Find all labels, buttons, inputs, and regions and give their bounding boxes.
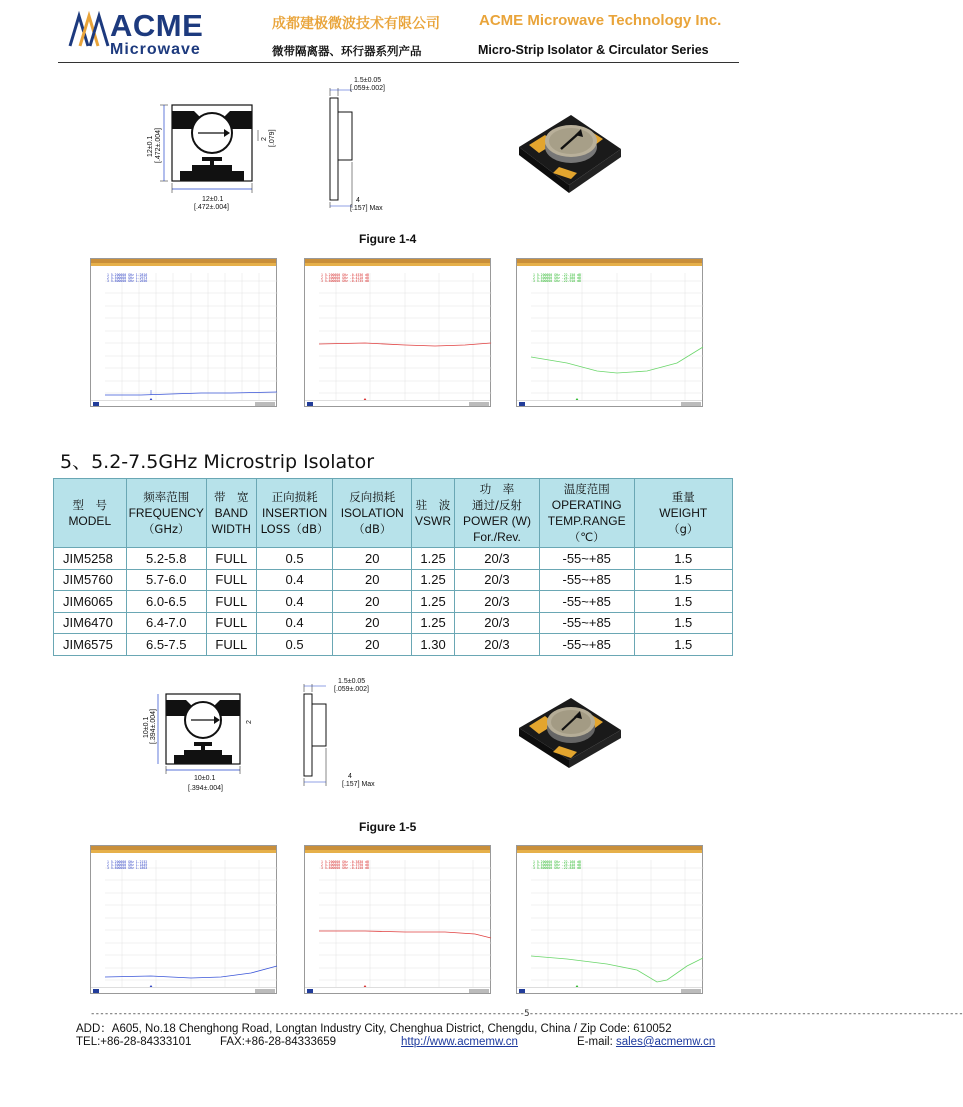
series-name-en: Micro-Strip Isolator & Circulator Series xyxy=(478,43,709,57)
brand-name: ACME xyxy=(110,8,204,43)
cell-bandwidth: FULL xyxy=(206,634,256,656)
cell-bandwidth: FULL xyxy=(206,591,256,613)
fig15-height-dim-in: [.394±.004] xyxy=(150,709,157,744)
cell-temp-range: -55~+85 xyxy=(539,548,634,570)
svg-text:3 5.800000 GHz -0.4735 dB: 3 5.800000 GHz -0.4735 dB xyxy=(321,279,369,283)
cell-temp-range: -55~+85 xyxy=(539,591,634,613)
fig14-width-dim: 12±0.1 xyxy=(202,196,224,203)
cell-isolation: 20 xyxy=(333,612,412,634)
header-bandwidth: 带 宽 BAND WIDTH xyxy=(206,479,256,548)
svg-text:2 5.500000 GHz 1.2973: 2 5.500000 GHz 1.2973 xyxy=(107,276,148,280)
page-number: 5 xyxy=(524,1009,529,1019)
svg-text:1 5.200000 GHz 1.2816: 1 5.200000 GHz 1.2816 xyxy=(107,273,148,277)
cell-temp-range: -55~+85 xyxy=(539,634,634,656)
svg-text:2 5.500000 GHz -24.580 dB: 2 5.500000 GHz -24.580 dB xyxy=(533,276,581,280)
footer-tel: TEL:+86-28-84333101 xyxy=(76,1036,192,1048)
cell-model: JIM6575 xyxy=(54,634,127,656)
cell-vswr: 1.25 xyxy=(412,591,455,613)
cell-insertion-loss: 0.4 xyxy=(256,569,333,591)
cell-isolation: 20 xyxy=(333,591,412,613)
footer-fax: FAX:+86-28-84333659 xyxy=(220,1036,337,1048)
header-isolation: 反向损耗 ISOLATION （dB） xyxy=(333,479,412,548)
header-model: 型 号 MODEL xyxy=(54,479,127,548)
header-vswr: 驻 波 VSWR xyxy=(412,479,455,548)
cell-isolation: 20 xyxy=(333,569,412,591)
footer-website-link[interactable]: http://www.acmemw.cn xyxy=(401,1036,518,1048)
cell-power: 20/3 xyxy=(455,548,540,570)
cell-frequency: 5.2-5.8 xyxy=(126,548,206,570)
svg-text:3 5.800000 GHz -22.830 dB: 3 5.800000 GHz -22.830 dB xyxy=(533,866,581,870)
cell-frequency: 6.4-7.0 xyxy=(126,612,206,634)
table-row xyxy=(54,548,733,570)
fig15-insertion-plot xyxy=(304,845,491,994)
cell-power: 20/3 xyxy=(455,569,540,591)
svg-text:3 5.800000 GHz 1.2656: 3 5.800000 GHz 1.2656 xyxy=(107,279,148,283)
cell-weight: 1.5 xyxy=(634,548,733,570)
svg-text:2 5.500000 GHz 1.1849: 2 5.500000 GHz 1.1849 xyxy=(107,863,148,867)
cell-bandwidth: FULL xyxy=(206,569,256,591)
fig15-vswr-plot xyxy=(90,845,277,994)
fig14-side-view-drawing xyxy=(320,74,410,216)
series-name-cn: 微带隔离器、环行器系列产品 xyxy=(272,44,422,58)
fig15-side-view-drawing xyxy=(296,674,386,792)
table-header-row xyxy=(54,479,733,548)
fig14-height-dim: 12±0.1 xyxy=(147,135,154,157)
spec-table xyxy=(53,478,733,656)
header-power: 功 率 通过/反射 POWER (W) For./Rev. xyxy=(455,479,540,548)
fig15-height-dim: 10±0.1 xyxy=(143,716,150,738)
fig14-isolation-plot xyxy=(516,258,703,407)
svg-text:1 5.200000 GHz -0.3830 dB: 1 5.200000 GHz -0.3830 dB xyxy=(321,860,369,864)
svg-text:3 5.800000 GHz 1.1863: 3 5.800000 GHz 1.1863 xyxy=(107,866,148,870)
footer-divider: ----------------------------------------------------------------------------------------------5---------------------------------------------------------------------------------------------- xyxy=(90,1009,963,1019)
header-divider xyxy=(58,62,739,63)
table-row xyxy=(54,569,733,591)
fig14-vswr-plot xyxy=(90,258,277,407)
svg-text:2 5.500000 GHz -0.3790 dB: 2 5.500000 GHz -0.3790 dB xyxy=(321,863,369,867)
header-frequency: 频率范围 FREQUENCY （GHz） xyxy=(126,479,206,548)
fig14-top-view-drawing xyxy=(140,97,280,217)
cell-vswr: 1.25 xyxy=(412,548,455,570)
company-logo xyxy=(66,6,216,58)
fig14-mid-dim: 2 xyxy=(261,137,268,141)
cell-power: 20/3 xyxy=(455,634,540,656)
fig15-isolation-plot xyxy=(516,845,703,994)
fig14-insertion-plot xyxy=(304,258,491,407)
fig14-width-dim-in: [.472±.004] xyxy=(194,204,229,211)
figure-1-4-caption: Figure 1-4 xyxy=(359,232,417,246)
cell-temp-range: -55~+85 xyxy=(539,569,634,591)
header-insertion-loss: 正向损耗 INSERTION LOSS（dB） xyxy=(256,479,333,548)
cell-model: JIM6470 xyxy=(54,612,127,634)
cell-weight: 1.5 xyxy=(634,612,733,634)
company-name-en: ACME Microwave Technology Inc. xyxy=(479,12,722,29)
cell-isolation: 20 xyxy=(333,634,412,656)
table-row xyxy=(54,634,733,656)
fig15-max-dim-in: [.157] Max xyxy=(342,781,375,788)
cell-temp-range: -55~+85 xyxy=(539,612,634,634)
cell-power: 20/3 xyxy=(455,591,540,613)
table-row xyxy=(54,612,733,634)
svg-text:1 5.200000 GHz 1.2152: 1 5.200000 GHz 1.2152 xyxy=(107,860,148,864)
cell-bandwidth: FULL xyxy=(206,548,256,570)
footer-email: E-mail: sales@acmemw.cn xyxy=(577,1036,716,1048)
cell-insertion-loss: 0.5 xyxy=(256,634,333,656)
svg-text:1 5.200000 GHz -0.4536 dB: 1 5.200000 GHz -0.4536 dB xyxy=(321,273,369,277)
figure-1-5-caption: Figure 1-5 xyxy=(359,820,417,834)
fig15-width-dim: 10±0.1 xyxy=(194,775,216,782)
cell-insertion-loss: 0.5 xyxy=(256,548,333,570)
cell-isolation: 20 xyxy=(333,548,412,570)
cell-power: 20/3 xyxy=(455,612,540,634)
cell-vswr: 1.30 xyxy=(412,634,455,656)
svg-text:3 5.800000 GHz -0.4150 dB: 3 5.800000 GHz -0.4150 dB xyxy=(321,866,369,870)
company-name-cn: 成都建极微波技术有限公司 xyxy=(272,16,440,32)
fig14-max-dim-in: [.157] Max xyxy=(350,205,383,212)
cell-frequency: 6.0-6.5 xyxy=(126,591,206,613)
fig15-max-dim: 4 xyxy=(348,773,352,780)
fig14-height-dim-in: [.472±.004] xyxy=(155,128,162,163)
footer-email-link[interactable]: sales@acmemw.cn xyxy=(615,1036,716,1048)
cell-weight: 1.5 xyxy=(634,634,733,656)
fig14-mid-dim-in: [.079] xyxy=(269,129,276,147)
svg-text:1 5.200000 GHz -22.150 dB: 1 5.200000 GHz -22.150 dB xyxy=(533,273,581,277)
cell-insertion-loss: 0.4 xyxy=(256,591,333,613)
cell-model: JIM6065 xyxy=(54,591,127,613)
footer-address: ADD：A605, No.18 Chenghong Road, Longtan Industry City, Chenghua District, Chengdu, China / Zip Code: 610052 xyxy=(76,1023,672,1035)
fig14-thickness-dim: 1.5±0.05 xyxy=(354,77,382,84)
cell-weight: 1.5 xyxy=(634,569,733,591)
section-title: 5、5.2-7.5GHz Microstrip Isolator xyxy=(60,451,375,473)
svg-text:2 5.500000 GHz -25.440 dB: 2 5.500000 GHz -25.440 dB xyxy=(533,863,581,867)
cell-model: JIM5258 xyxy=(54,548,127,570)
header-weight: 重量 WEIGHT （g） xyxy=(634,479,733,548)
cell-frequency: 6.5-7.5 xyxy=(126,634,206,656)
svg-text:3 5.800000 GHz -22.910 dB: 3 5.800000 GHz -22.910 dB xyxy=(533,279,581,283)
fig15-mid-dim: 2 xyxy=(246,720,253,724)
cell-weight: 1.5 xyxy=(634,591,733,613)
cell-vswr: 1.25 xyxy=(412,612,455,634)
cell-vswr: 1.25 xyxy=(412,569,455,591)
fig15-top-view-drawing xyxy=(140,686,270,796)
fig14-thickness-dim-in: [.059±.002] xyxy=(350,85,385,92)
header-temp-range: 温度范围 OPERATING TEMP.RANGE （℃） xyxy=(539,479,634,548)
fig15-width-dim-in: [.394±.004] xyxy=(188,785,223,792)
fig14-max-dim: 4 xyxy=(356,197,360,204)
fig15-product-photo xyxy=(515,690,625,770)
logo-mark-icon xyxy=(66,6,110,58)
cell-frequency: 5.7-6.0 xyxy=(126,569,206,591)
cell-insertion-loss: 0.4 xyxy=(256,612,333,634)
brand-subname: Microwave xyxy=(110,41,201,58)
svg-text:2 5.500000 GHz -0.4210 dB: 2 5.500000 GHz -0.4210 dB xyxy=(321,276,369,280)
cell-bandwidth: FULL xyxy=(206,612,256,634)
cell-model: JIM5760 xyxy=(54,569,127,591)
fig15-thickness-dim: 1.5±0.05 xyxy=(338,678,366,685)
fig15-thickness-dim-in: [.059±.002] xyxy=(334,686,369,693)
svg-text:1 5.200000 GHz -22.160 dB: 1 5.200000 GHz -22.160 dB xyxy=(533,860,581,864)
fig14-product-photo xyxy=(515,103,625,195)
table-row xyxy=(54,591,733,613)
